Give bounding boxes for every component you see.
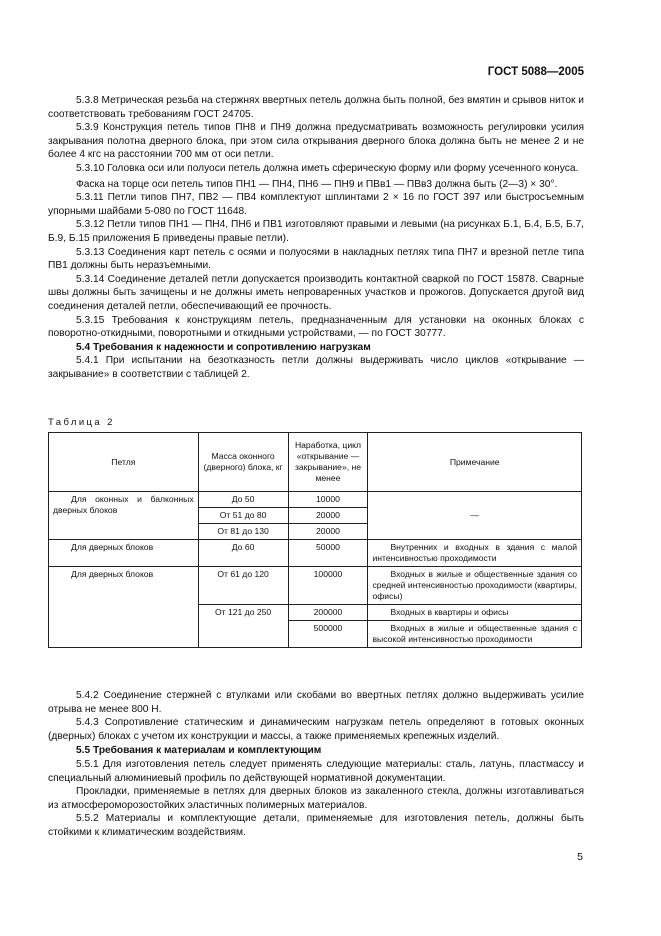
- heading-5-4: 5.4 Требования к надежности и сопротивлению нагрузкам: [76, 341, 371, 353]
- table-header-row: [49, 433, 582, 492]
- para-5-5-2: 5.5.2 Материалы и комплектующие детали, применяемые для изготовления петель, должны быть стойкими к климатическим воздействиям.: [48, 813, 584, 838]
- cell-hinge: Для дверных блоков: [49, 540, 199, 567]
- para-5-3-13: 5.3.13 Соединения карт петель с осями и полуосями в накладных петлях типа ПН7 и врезной петле типа ПВ1 должны быть неразъемными.: [48, 246, 584, 272]
- col-header-cycles: Наработка, цикл «открывание — закрывание», не менее: [288, 433, 368, 492]
- para-5-3-14: 5.3.14 Соединение деталей петли допускается производить контактной сваркой по ГОСТ 15878. Сварные швы должны быть зачищены и не должны иметь непроваренных участков и прожогов. Допускается другой вид соединения деталей петли, обеспечивающий ее прочность.: [48, 273, 584, 312]
- para-5-3-12: 5.3.12 Петли типов ПН1 — ПН4, ПН6 и ПВ1 изготовляют правыми и левыми (на рисунках Б.1, Б.4, Б.5, Б.7, Б.9, Б.15 приложения Б приведены правые петли).: [48, 219, 584, 244]
- cell-cycles: 10000: [288, 492, 368, 508]
- cell-note: Входных в жилые и общественные здания со средней интенсивностью проходимости (квартиры, офисы): [368, 567, 582, 605]
- cell-mass: От 51 до 80: [198, 508, 288, 524]
- para-5-3-9: 5.3.9 Конструкция петель типов ПН8 и ПН9 должна предусматривать возможность регулировки усилия закрывания полотна дверного блока, при этом сила открывания дверного блока должна быть не менее 2 и не более 4 кгс на расстоянии 700 мм от оси петли.: [48, 122, 584, 161]
- cell-mass: До 60: [198, 540, 288, 567]
- cell-cycles: 500000: [288, 621, 368, 648]
- cell-mass: До 50: [198, 492, 288, 508]
- cell-cycles: 20000: [288, 508, 368, 524]
- para-5-3-10: 5.3.10 Головка оси или полуоси петель должна иметь сферическую форму или форму усеченного конуса.: [76, 162, 579, 174]
- para-5-4-3: 5.4.3 Сопротивление статическим и динамическим нагрузкам петель определяют в готовых оконных (дверных) блоках с учетом их конструкции и массы, а также применяемых крепежных изделий.: [48, 717, 584, 742]
- cell-note: Внутренних и входных в здания с малой интенсивностью проходимости: [368, 540, 582, 567]
- heading-5-5: 5.5 Требования к материалам и комплектующим: [76, 745, 322, 757]
- para-chamfer: Фаска на торце оси петель типов ПН1 — ПН4, ПН6 — ПН9 и ПВв1 — ПВв3 должна быть (2—3) × 30°.: [76, 178, 558, 190]
- cell-cycles: 50000: [288, 540, 368, 567]
- body-top: [48, 94, 584, 381]
- para-5-4-1: 5.4.1 При испытании на безотказность петли должны выдерживать число циклов «открывание — закрывание» в соответствии с таблицей 2.: [48, 355, 584, 380]
- cell-mass: От 61 до 120: [198, 567, 288, 605]
- cell-note: —: [368, 492, 582, 540]
- cell-cycles: 100000: [288, 567, 368, 605]
- table-caption: Таблица 2: [48, 417, 115, 428]
- col-header-note: Примечание: [368, 433, 582, 492]
- table-row: [49, 567, 582, 605]
- cell-mass: От 121 до 250: [198, 605, 288, 648]
- document-header: ГОСТ 5088—2005: [487, 66, 584, 78]
- table-row: [49, 540, 582, 567]
- para-5-3-15: 5.3.15 Требования к конструкциям петель, предназначенным для установки на оконных блоках с поворотно-откидными, поворотными и откидными устройствами, — по ГОСТ 30777.: [48, 314, 584, 340]
- cell-hinge: Для дверных блоков: [49, 567, 199, 648]
- para-5-4-2: 5.4.2 Соединение стержней с втулками или скобами во ввертных петлях должно выдерживать усилие отрыва не менее 800 Н.: [48, 690, 584, 715]
- col-header-mass: Масса оконного (дверного) блока, кг: [198, 433, 288, 492]
- cell-note: Входных в жилые и общественные здания с высокой интенсивностью проходимости: [368, 621, 582, 648]
- para-gaskets: Прокладки, применяемые в петлях для дверных блоков из закаленного стекла, должны изготавливаться из атмосфероморозостойких эластичных полимерных материалов.: [48, 786, 584, 811]
- cell-mass: От 81 до 130: [198, 524, 288, 540]
- table-row: [49, 492, 582, 508]
- para-5-3-11: 5.3.11 Петли типов ПН7, ПВ2 — ПВ4 комплектуют шплинтами 2 × 16 по ГОСТ 397 или быстросъемным упорными шайбами 5-080 по ГОСТ 11648.: [48, 192, 584, 217]
- cell-cycles: 20000: [288, 524, 368, 540]
- table-2: [48, 432, 582, 648]
- col-header-hinge: Петля: [49, 433, 199, 492]
- cell-note: Входных в квартиры и офисы: [368, 605, 582, 621]
- body-bottom: [48, 689, 584, 840]
- para-5-3-8: 5.3.8 Метрическая резьба на стержнях ввертных петель должна быть полной, без вмятин и срывов ниток и соответствовать требованиям ГОСТ 24705.: [48, 95, 584, 120]
- cell-cycles: 200000: [288, 605, 368, 621]
- para-5-5-1: 5.5.1 Для изготовления петель следует применять следующие материалы: сталь, латунь, пластмассу и специальный алюминиевый профиль по действующей нормативной документации.: [48, 758, 584, 784]
- page-number: 5: [577, 851, 583, 863]
- cell-hinge: Для оконных и балконных дверных блоков: [49, 492, 199, 540]
